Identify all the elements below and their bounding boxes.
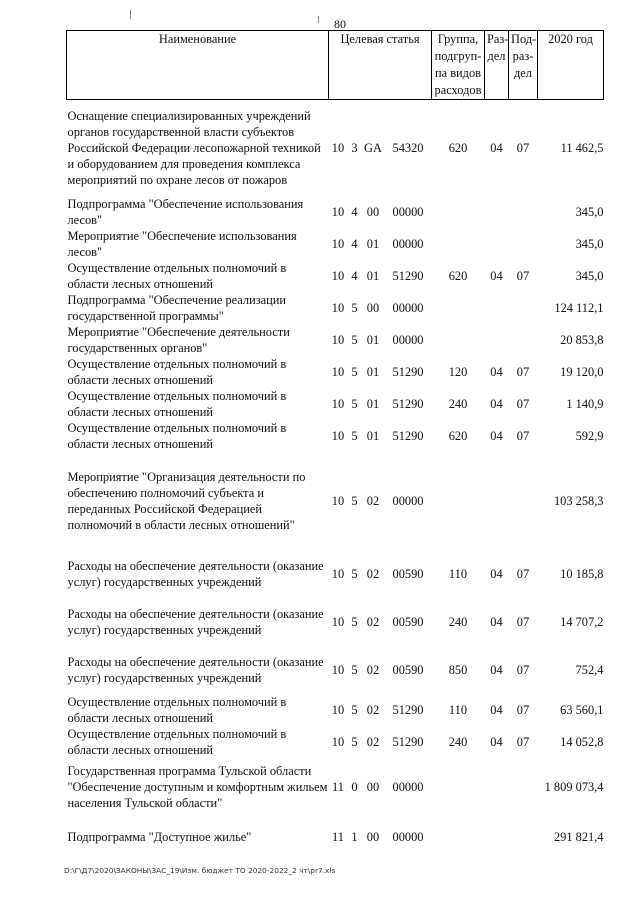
row-target-event: 00	[366, 829, 380, 844]
row-target-subprogram: 5	[351, 566, 358, 581]
row-subsection	[509, 758, 538, 816]
row-subsection: 07	[516, 734, 530, 749]
row-amount-2020: 345,0	[575, 268, 604, 283]
table-row	[67, 452, 604, 550]
header-year: 2020 год	[538, 31, 604, 100]
header-section: Раз-дел	[485, 31, 509, 100]
row-target-event: 01	[366, 236, 380, 251]
row-name: Мероприятие "Обеспечение деятельности государственных органов"	[67, 324, 290, 355]
row-target-program: 10	[331, 140, 345, 155]
row-subsection: 07	[516, 566, 530, 581]
table-row	[67, 388, 604, 420]
row-amount-2020: 11 462,5	[560, 140, 604, 155]
row-name: Государственная программа Тульской области "Обеспечение доступным и комфортным жильем населения Тульской области"	[67, 763, 328, 810]
row-name: Осуществление отдельных полномочий в области лесных отношений	[67, 356, 287, 387]
row-target-program: 10	[331, 614, 345, 629]
row-section	[485, 228, 509, 260]
row-expense-group: 620	[448, 428, 468, 443]
row-target-event: 01	[366, 268, 380, 283]
row-section	[485, 324, 509, 356]
row-amount-2020: 291 821,4	[553, 829, 604, 844]
row-target-direction: 54320	[392, 140, 424, 155]
row-subsection	[509, 816, 538, 858]
header-name: Наименование	[67, 31, 329, 100]
row-target-event: 01	[366, 332, 380, 347]
row-target-direction: 00000	[392, 300, 424, 315]
table-row	[67, 598, 604, 646]
row-section: 04	[490, 614, 503, 629]
row-target-subprogram: 4	[351, 268, 358, 283]
scan-mark	[318, 16, 319, 23]
table-row	[67, 420, 604, 452]
row-name: Мероприятие "Обеспечение использования лесов"	[67, 228, 297, 259]
table-row	[67, 694, 604, 726]
row-name: Осуществление отдельных полномочий в области лесных отношений	[67, 420, 287, 451]
row-subsection	[509, 452, 538, 550]
row-target-event: 02	[366, 702, 380, 717]
row-target-subprogram: 3	[351, 140, 358, 155]
row-amount-2020: 19 120,0	[560, 364, 604, 379]
row-target-subprogram: 5	[351, 662, 358, 677]
row-target-event: 00	[366, 204, 380, 219]
table-row	[67, 228, 604, 260]
header-subsection: Под-раз-дел	[509, 31, 538, 100]
row-target-event: 01	[366, 364, 380, 379]
header-target: Целевая статья	[329, 31, 432, 100]
row-target-subprogram: 0	[351, 779, 358, 794]
row-target-direction: 00590	[392, 662, 424, 677]
row-name: Подпрограмма "Обеспечение реализации государственной программы"	[67, 292, 287, 323]
row-target-subprogram: 5	[351, 300, 358, 315]
row-target-program: 10	[331, 204, 345, 219]
row-target-program: 11	[332, 829, 344, 844]
row-target-subprogram: 5	[351, 702, 358, 717]
row-target-event: 02	[366, 614, 380, 629]
row-section	[485, 452, 509, 550]
row-target-subprogram: 5	[351, 734, 358, 749]
row-amount-2020: 1 140,9	[566, 396, 604, 411]
row-name: Расходы на обеспечение деятельности (оказание услуг) государственных учреждений	[67, 606, 324, 637]
row-target-subprogram: 4	[351, 204, 358, 219]
row-section	[485, 758, 509, 816]
row-name: Расходы на обеспечение деятельности (оказание услуг) государственных учреждений	[67, 654, 324, 685]
row-target-event: 00	[366, 779, 380, 794]
row-target-direction: 51290	[392, 702, 424, 717]
row-section: 04	[490, 364, 503, 379]
row-subsection	[509, 292, 538, 324]
row-subsection: 07	[516, 428, 530, 443]
row-expense-group: 850	[448, 662, 468, 677]
row-amount-2020: 1 809 073,4	[544, 779, 604, 794]
page-number: 80	[334, 17, 346, 31]
row-target-subprogram: 5	[351, 428, 358, 443]
row-subsection: 07	[516, 140, 530, 155]
row-section	[485, 816, 509, 858]
row-name: Мероприятие "Организация деятельности по обеспечению полномочий субъекта и переданных Российской Федерацией полномочий в области лесных отношений"	[67, 469, 306, 532]
row-target-event: 02	[366, 493, 380, 508]
row-expense-group	[432, 758, 485, 816]
row-target-program: 10	[331, 332, 345, 347]
row-expense-group: 110	[448, 702, 468, 717]
row-target-program: 10	[331, 662, 345, 677]
row-target-subprogram: 1	[351, 829, 358, 844]
row-target-program: 10	[331, 236, 345, 251]
row-subsection	[509, 228, 538, 260]
row-amount-2020: 752,4	[575, 662, 604, 677]
row-target-direction: 00000	[392, 829, 424, 844]
row-target-program: 10	[331, 364, 345, 379]
table-row	[67, 816, 604, 858]
row-expense-group	[432, 292, 485, 324]
row-expense-group: 240	[448, 396, 468, 411]
row-target-direction: 00000	[392, 236, 424, 251]
row-target-subprogram: 5	[351, 364, 358, 379]
row-expense-group	[432, 228, 485, 260]
row-target-program: 10	[331, 396, 345, 411]
row-subsection: 07	[516, 268, 530, 283]
row-target-subprogram: 5	[351, 493, 358, 508]
row-target-program: 10	[331, 300, 345, 315]
row-target-direction: 00000	[392, 779, 424, 794]
table-row	[67, 646, 604, 694]
row-section	[485, 196, 509, 228]
scan-mark	[130, 10, 131, 19]
row-expense-group: 120	[448, 364, 468, 379]
row-target-event: 02	[366, 734, 380, 749]
row-target-program: 10	[331, 493, 345, 508]
row-expense-group: 240	[448, 734, 468, 749]
row-expense-group: 240	[448, 614, 468, 629]
row-amount-2020: 592,9	[575, 428, 604, 443]
row-target-program: 10	[331, 734, 345, 749]
row-section: 04	[490, 662, 503, 677]
row-amount-2020: 345,0	[575, 236, 604, 251]
row-target-event: 02	[366, 566, 380, 581]
table-row	[67, 356, 604, 388]
row-name: Расходы на обеспечение деятельности (оказание услуг) государственных учреждений	[67, 558, 324, 589]
row-target-subprogram: 5	[351, 396, 358, 411]
row-name: Осуществление отдельных полномочий в области лесных отношений	[67, 694, 287, 725]
row-target-direction: 00000	[392, 204, 424, 219]
row-target-subprogram: 5	[351, 614, 358, 629]
row-target-event: 00	[366, 300, 380, 315]
table-row	[67, 292, 604, 324]
row-amount-2020: 103 258,3	[553, 493, 604, 508]
row-amount-2020: 14 052,8	[560, 734, 604, 749]
row-name: Оснащение специализированных учреждений органов государственной власти субъектов Российской Федерации лесопожарной техникой и оборудованием для проведения комплекса мероприятий по охране лесов от пожаров	[67, 108, 321, 187]
row-expense-group	[432, 452, 485, 550]
row-target-program: 10	[331, 702, 345, 717]
row-name: Осуществление отдельных полномочий в области лесных отношений	[67, 726, 287, 757]
table-row	[67, 550, 604, 598]
row-target-direction: 00000	[392, 493, 424, 508]
row-target-direction: 00590	[392, 614, 424, 629]
row-amount-2020: 10 185,8	[560, 566, 604, 581]
row-amount-2020: 124 112,1	[554, 300, 604, 315]
row-target-subprogram: 4	[351, 236, 358, 251]
row-amount-2020: 20 853,8	[560, 332, 604, 347]
row-target-direction: 51290	[392, 734, 424, 749]
row-name: Подпрограмма "Доступное жилье"	[67, 829, 252, 844]
budget-table	[66, 30, 604, 858]
row-name: Осуществление отдельных полномочий в области лесных отношений	[67, 388, 287, 419]
row-subsection	[509, 196, 538, 228]
row-target-program: 11	[332, 779, 344, 794]
row-section: 04	[490, 428, 503, 443]
row-section: 04	[490, 140, 503, 155]
row-amount-2020: 345,0	[575, 204, 604, 219]
row-section: 04	[490, 268, 503, 283]
row-expense-group	[432, 324, 485, 356]
footer-path: D:\Г\Д7\2020\ЗАКОНЫ\ЗАС_19\Изм. бюджет ТО 2020-2022_2 чт\pr7.xls	[64, 866, 336, 875]
row-section: 04	[490, 396, 503, 411]
row-name: Осуществление отдельных полномочий в области лесных отношений	[67, 260, 287, 291]
row-section: 04	[490, 702, 503, 717]
row-target-subprogram: 5	[351, 332, 358, 347]
row-section: 04	[490, 734, 503, 749]
row-target-event: 01	[366, 396, 380, 411]
row-subsection: 07	[516, 396, 530, 411]
row-target-direction: 51290	[392, 364, 424, 379]
table-row	[67, 100, 604, 196]
row-target-direction: 00590	[392, 566, 424, 581]
row-name: Подпрограмма "Обеспечение использования лесов"	[67, 196, 304, 227]
row-target-event: GA	[364, 140, 382, 155]
row-target-program: 10	[331, 566, 345, 581]
table-row	[67, 726, 604, 758]
table-row	[67, 196, 604, 228]
table-row	[67, 758, 604, 816]
row-subsection: 07	[516, 364, 530, 379]
row-target-direction: 51290	[392, 428, 424, 443]
row-target-event: 02	[366, 662, 380, 677]
row-section: 04	[490, 566, 503, 581]
table-header	[67, 31, 604, 100]
row-amount-2020: 63 560,1	[560, 702, 604, 717]
row-subsection: 07	[516, 614, 530, 629]
row-target-direction: 51290	[392, 268, 424, 283]
row-expense-group	[432, 816, 485, 858]
row-expense-group	[432, 196, 485, 228]
row-target-program: 10	[331, 268, 345, 283]
table-row	[67, 260, 604, 292]
row-subsection: 07	[516, 702, 530, 717]
row-target-direction: 00000	[392, 332, 424, 347]
row-expense-group: 620	[448, 140, 468, 155]
row-target-program: 10	[331, 428, 345, 443]
row-subsection	[509, 324, 538, 356]
row-amount-2020: 14 707,2	[560, 614, 604, 629]
row-target-direction: 51290	[392, 396, 424, 411]
row-subsection: 07	[516, 662, 530, 677]
row-expense-group: 620	[448, 268, 468, 283]
row-section	[485, 292, 509, 324]
row-expense-group: 110	[448, 566, 468, 581]
table-row	[67, 324, 604, 356]
header-group: Группа, подгруп-па видов расходов	[432, 31, 485, 100]
row-target-event: 01	[366, 428, 380, 443]
